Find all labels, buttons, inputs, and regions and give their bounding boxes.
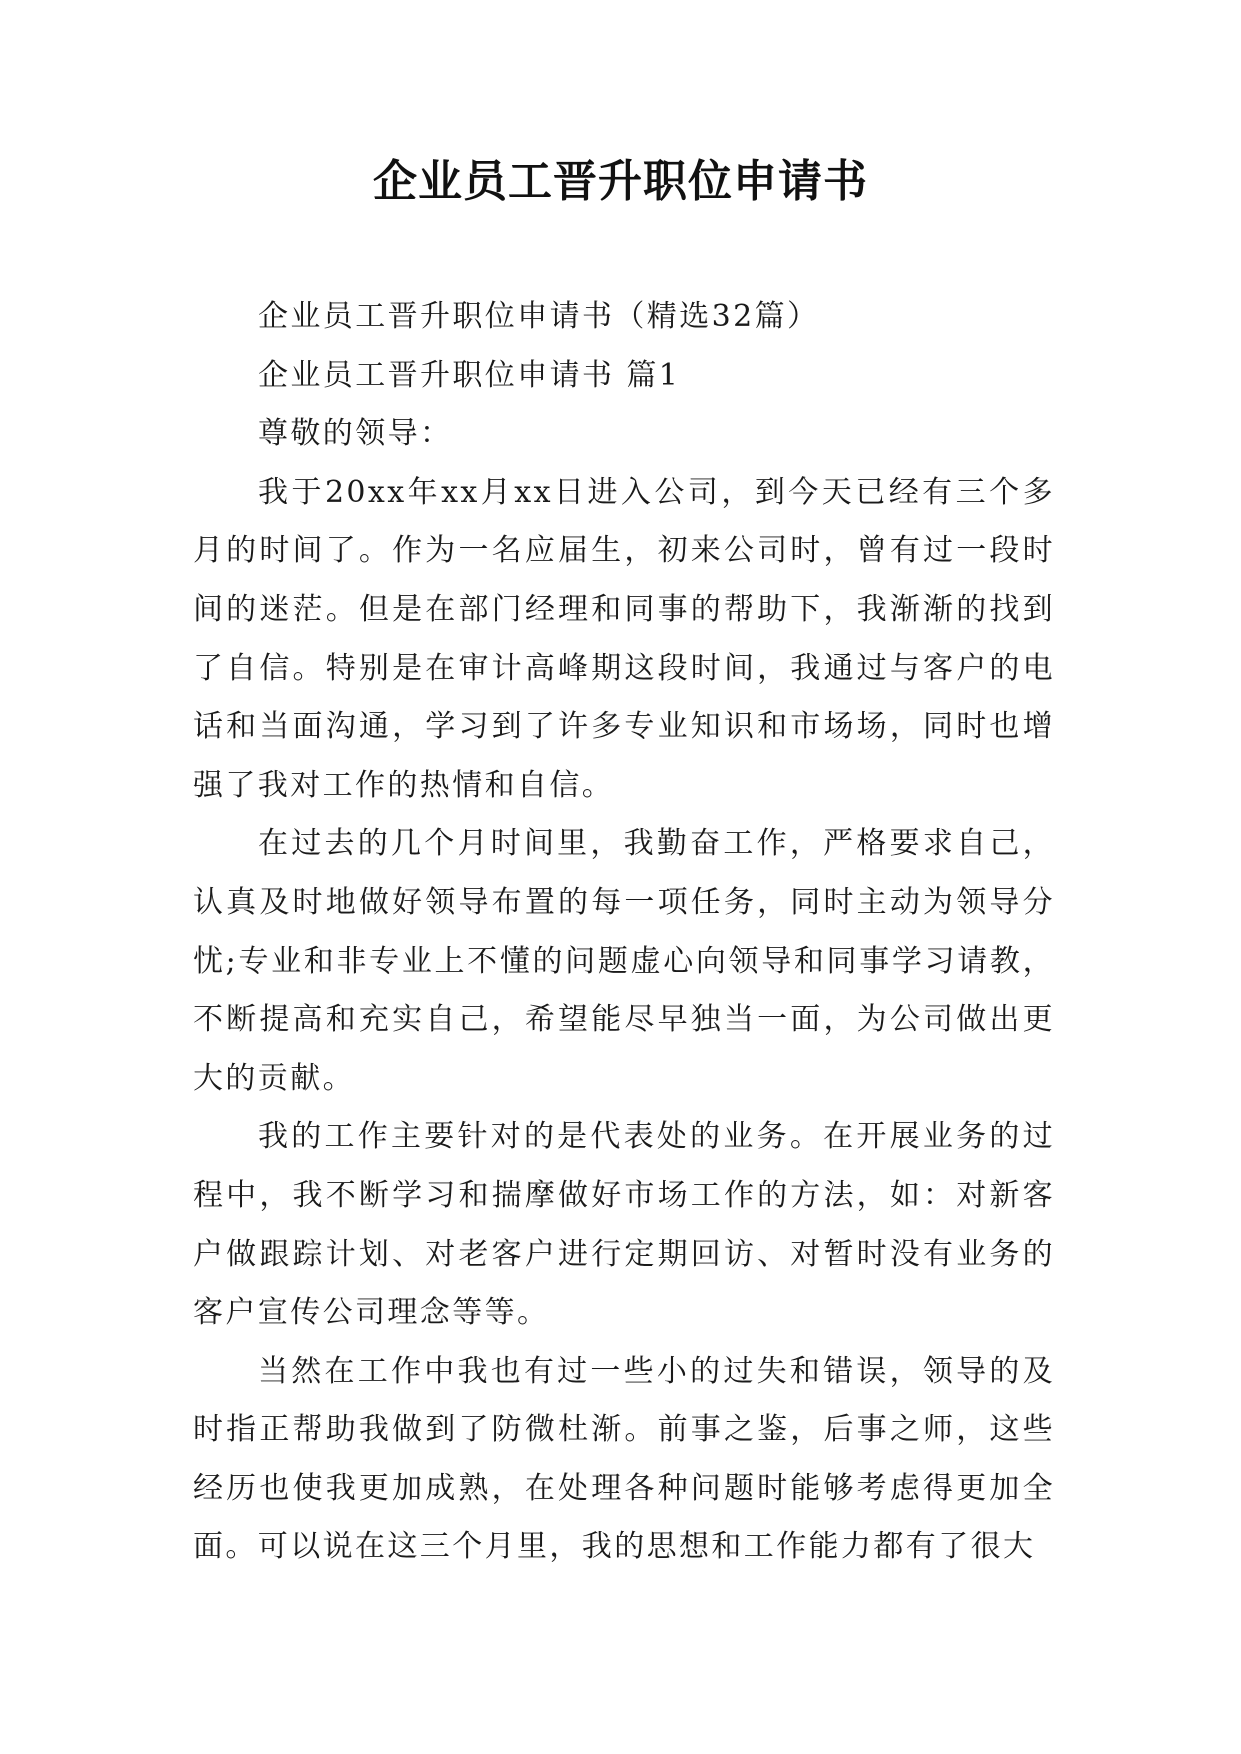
document-body [193,288,1055,1577]
paragraph-subtitle: 企业员工晋升职位申请书（精选32篇） [258,299,820,334]
paragraph-body: 我于20xx年xx月xx日进入公司，到今天已经有三个多月的时间了。作为一名应届生，初来公司时，曾有过一段时间的迷茫。但是在部门经理和同事的帮助下，我渐渐的找到了自信。特别是在审计高峰期这段时间，我通过与客户的电话和当面沟通，学习到了许多专业知识和市场场，同时也增强了我对工作的热情和自信。 [193,474,1055,803]
paragraph-body: 在过去的几个月时间里，我勤奋工作，严格要求自己，认真及时地做好领导布置的每一项任务，同时主动为领导分忧;专业和非专业上不懂的问题虚心向领导和同事学习请教，不断提高和充实自己，希望能尽早独当一面，为公司做出更大的贡献。 [193,826,1055,1096]
paragraph-body: 当然在工作中我也有过一些小的过失和错误，领导的及时指正帮助我做到了防微杜渐。前事之鉴，后事之师，这些经历也使我更加成熟，在处理各种问题时能够考虑得更加全面。可以说在这三个月里，我的思想和工作能力都有了很大 [193,1353,1055,1565]
paragraph-section-heading: 企业员工晋升职位申请书 篇1 [258,357,681,393]
paragraph-salutation: 尊敬的领导： [258,416,453,452]
document-title: 企业员工晋升职位申请书 [373,156,868,207]
paragraph-body: 我的工作主要针对的是代表处的业务。在开展业务的过程中，我不断学习和揣摩做好市场工作的方法，如：对新客户做跟踪计划、对老客户进行定期回访、对暂时没有业务的客户宣传公司理念等等。 [193,1119,1055,1331]
